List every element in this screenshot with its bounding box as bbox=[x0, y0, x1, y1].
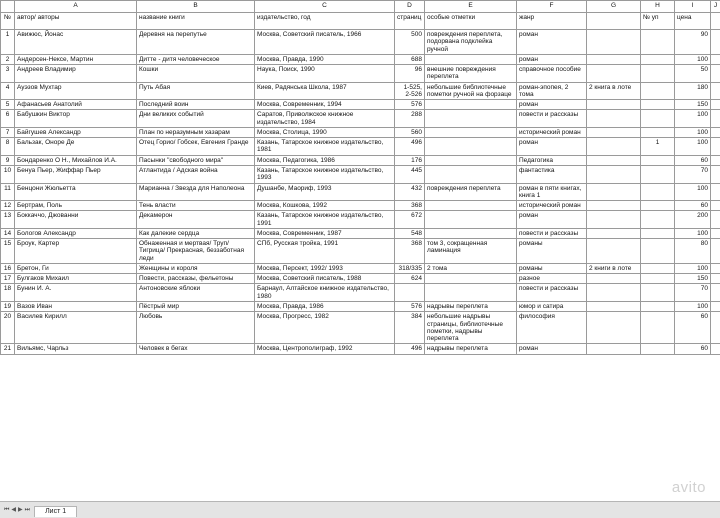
cell-genre[interactable]: юмор и сатира bbox=[517, 301, 587, 311]
col-header-a[interactable]: A bbox=[15, 1, 137, 13]
cell-tail[interactable] bbox=[711, 100, 720, 110]
cell-num[interactable]: 15 bbox=[1, 239, 15, 264]
cell-marks[interactable]: небольшие библиотечные пометки ручной на форзаце bbox=[425, 82, 517, 100]
cell-shelf[interactable] bbox=[641, 30, 675, 55]
cell-tail[interactable] bbox=[711, 274, 720, 284]
cell-genre[interactable]: Педагогика bbox=[517, 155, 587, 165]
header-shelf: № уп bbox=[641, 13, 675, 30]
cell-num[interactable]: 5 bbox=[1, 100, 15, 110]
cell-marks[interactable]: 2 тома bbox=[425, 263, 517, 273]
cell-genre[interactable]: повести и рассказы bbox=[517, 110, 587, 128]
cell-extra[interactable] bbox=[587, 155, 641, 165]
cell-num[interactable]: 4 bbox=[1, 82, 15, 100]
cell-title[interactable]: Дитте - дитя человеческое bbox=[137, 54, 255, 64]
cell-extra[interactable]: 2 книги в лоте bbox=[587, 263, 641, 273]
cell-publisher[interactable]: Москва, Советский писатель, 1988 bbox=[255, 274, 395, 284]
cell-author[interactable]: Бологов Александр bbox=[15, 228, 137, 238]
cell-marks[interactable]: небольшие надрывы страницы, библиотечные пометки, надрывы переплета bbox=[425, 312, 517, 344]
cell-extra[interactable] bbox=[587, 228, 641, 238]
cell-tail[interactable] bbox=[711, 183, 720, 201]
cell-title[interactable]: Декамерон bbox=[137, 211, 255, 229]
cell-price[interactable]: 100 bbox=[675, 183, 711, 201]
cell-marks[interactable] bbox=[425, 110, 517, 128]
cell-extra[interactable] bbox=[587, 127, 641, 137]
cell-pages[interactable]: 318/335 bbox=[395, 263, 425, 273]
cell-genre[interactable]: фантастика bbox=[517, 165, 587, 183]
next-sheet-icon[interactable]: ▶ bbox=[18, 507, 23, 513]
cell-num[interactable]: 2 bbox=[1, 54, 15, 64]
cell-extra[interactable] bbox=[587, 165, 641, 183]
cell-marks[interactable] bbox=[425, 155, 517, 165]
col-header-d[interactable]: D bbox=[395, 1, 425, 13]
cell-title[interactable]: Антоновские яблоки bbox=[137, 284, 255, 302]
cell-marks[interactable]: внешние повреждения переплета bbox=[425, 65, 517, 83]
cell-pages[interactable]: 96 bbox=[395, 65, 425, 83]
cell-shelf[interactable] bbox=[641, 239, 675, 264]
cell-price[interactable]: 80 bbox=[675, 239, 711, 264]
cell-tail[interactable] bbox=[711, 263, 720, 273]
cell-author[interactable]: Боккаччо, Джованни bbox=[15, 211, 137, 229]
cell-publisher[interactable]: Москва, Правда, 1990 bbox=[255, 54, 395, 64]
table-row[interactable] bbox=[1, 165, 720, 183]
cell-num[interactable]: 13 bbox=[1, 211, 15, 229]
cell-price[interactable]: 60 bbox=[675, 155, 711, 165]
cell-author[interactable]: Бондаренко О Н., Михайлов И.А. bbox=[15, 155, 137, 165]
cell-num[interactable]: 9 bbox=[1, 155, 15, 165]
cell-extra[interactable] bbox=[587, 211, 641, 229]
cell-extra[interactable] bbox=[587, 239, 641, 264]
table-row[interactable] bbox=[1, 65, 720, 83]
first-sheet-icon[interactable]: ⏮ bbox=[4, 507, 10, 513]
cell-publisher[interactable]: Москва, Правда, 1986 bbox=[255, 301, 395, 311]
cell-publisher[interactable]: СПб, Русская тройка, 1991 bbox=[255, 239, 395, 264]
cell-tail[interactable] bbox=[711, 82, 720, 100]
cell-title[interactable]: Женщины и короля bbox=[137, 263, 255, 273]
table-row[interactable] bbox=[1, 228, 720, 238]
cell-shelf[interactable] bbox=[641, 65, 675, 83]
cell-shelf[interactable]: 1 bbox=[641, 138, 675, 156]
cell-extra[interactable] bbox=[587, 284, 641, 302]
cell-extra[interactable] bbox=[587, 201, 641, 211]
cell-shelf[interactable] bbox=[641, 344, 675, 354]
table-row[interactable] bbox=[1, 284, 720, 302]
cell-marks[interactable] bbox=[425, 274, 517, 284]
cell-marks[interactable] bbox=[425, 211, 517, 229]
field-header-row bbox=[1, 13, 720, 30]
cell-price[interactable]: 100 bbox=[675, 263, 711, 273]
cell-tail[interactable] bbox=[711, 65, 720, 83]
cell-genre[interactable]: роман bbox=[517, 54, 587, 64]
cell-marks[interactable]: надрывы переплета bbox=[425, 301, 517, 311]
cell-tail[interactable] bbox=[711, 201, 720, 211]
sheet-tab-bar bbox=[0, 501, 720, 518]
cell-marks[interactable]: том 3, сокращенная ламинация bbox=[425, 239, 517, 264]
cell-publisher[interactable]: Барнаул, Алтайское книжное издательство, 1980 bbox=[255, 284, 395, 302]
table-row[interactable] bbox=[1, 110, 720, 128]
cell-genre[interactable]: справочное пособие bbox=[517, 65, 587, 83]
cell-tail[interactable] bbox=[711, 301, 720, 311]
cell-extra[interactable] bbox=[587, 30, 641, 55]
cell-pages[interactable]: 368 bbox=[395, 201, 425, 211]
cell-pages[interactable]: 624 bbox=[395, 274, 425, 284]
cell-title[interactable]: Деревня на перепутье bbox=[137, 30, 255, 55]
cell-author[interactable]: Авижюс, Йонас bbox=[15, 30, 137, 55]
cell-title[interactable]: Как далекие сердца bbox=[137, 228, 255, 238]
col-header-h[interactable]: H bbox=[641, 1, 675, 13]
cell-marks[interactable] bbox=[425, 127, 517, 137]
cell-publisher[interactable]: Москва, Столица, 1990 bbox=[255, 127, 395, 137]
cell-pages[interactable]: 1-525, 2-526 bbox=[395, 82, 425, 100]
cell-marks[interactable] bbox=[425, 54, 517, 64]
cell-tail[interactable] bbox=[711, 127, 720, 137]
cell-marks[interactable]: повреждения переплета bbox=[425, 183, 517, 201]
cell-shelf[interactable] bbox=[641, 284, 675, 302]
cell-author[interactable]: Бенуа Пьер, Жиффар Пьер bbox=[15, 165, 137, 183]
col-header-g[interactable]: G bbox=[587, 1, 641, 13]
cell-genre[interactable]: разное bbox=[517, 274, 587, 284]
cell-pages[interactable]: 445 bbox=[395, 165, 425, 183]
cell-genre[interactable]: романы bbox=[517, 263, 587, 273]
cell-num[interactable]: 17 bbox=[1, 274, 15, 284]
cell-num[interactable]: 16 bbox=[1, 263, 15, 273]
cell-pages[interactable] bbox=[395, 284, 425, 302]
cell-extra[interactable] bbox=[587, 344, 641, 354]
cell-tail[interactable] bbox=[711, 211, 720, 229]
cell-title[interactable]: Пёстрый мир bbox=[137, 301, 255, 311]
cell-author[interactable]: Вильямс, Чарльз bbox=[15, 344, 137, 354]
cell-genre[interactable]: роман в пяти книгах, книга 1 bbox=[517, 183, 587, 201]
last-sheet-icon[interactable]: ⏭ bbox=[24, 507, 31, 513]
cell-extra[interactable] bbox=[587, 312, 641, 344]
cell-marks[interactable]: повреждения переплета, подорвана подклейка ручной bbox=[425, 30, 517, 55]
cell-title[interactable]: Кошки bbox=[137, 65, 255, 83]
cell-pages[interactable]: 500 bbox=[395, 30, 425, 55]
table-row[interactable] bbox=[1, 263, 720, 273]
cell-extra[interactable] bbox=[587, 183, 641, 201]
cell-publisher[interactable]: Саратов, Приволжское книжное издательство, 1984 bbox=[255, 110, 395, 128]
cell-num[interactable]: 20 bbox=[1, 312, 15, 344]
cell-price[interactable]: 60 bbox=[675, 344, 711, 354]
cell-title[interactable]: План по неразумным хазарам bbox=[137, 127, 255, 137]
cell-genre[interactable]: роман-эпопея, 2 тома bbox=[517, 82, 587, 100]
cell-publisher[interactable]: Москва, Современник, 1987 bbox=[255, 228, 395, 238]
cell-title[interactable]: Атлантида / Адская война bbox=[137, 165, 255, 183]
cell-extra[interactable] bbox=[587, 138, 641, 156]
cell-title[interactable]: Отец Горио/ Гобсек, Евгения Гранде bbox=[137, 138, 255, 156]
cell-shelf[interactable] bbox=[641, 201, 675, 211]
cell-tail[interactable] bbox=[711, 155, 720, 165]
cell-price[interactable]: 70 bbox=[675, 284, 711, 302]
cell-genre[interactable]: роман bbox=[517, 30, 587, 55]
cell-genre[interactable]: философия bbox=[517, 312, 587, 344]
cell-tail[interactable] bbox=[711, 54, 720, 64]
table-row[interactable] bbox=[1, 100, 720, 110]
cell-genre[interactable]: роман bbox=[517, 211, 587, 229]
cell-shelf[interactable] bbox=[641, 165, 675, 183]
cell-price[interactable]: 100 bbox=[675, 138, 711, 156]
cell-author[interactable]: Бунин И. А. bbox=[15, 284, 137, 302]
cell-pages[interactable]: 560 bbox=[395, 127, 425, 137]
cell-extra[interactable]: 2 книга в лоте bbox=[587, 82, 641, 100]
cell-num[interactable]: 1 bbox=[1, 30, 15, 55]
cell-author[interactable]: Андреев Владимир bbox=[15, 65, 137, 83]
cell-price[interactable]: 150 bbox=[675, 100, 711, 110]
cell-marks[interactable]: надрывы переплета bbox=[425, 344, 517, 354]
cell-title[interactable]: Повести, рассказы, фельетоны bbox=[137, 274, 255, 284]
cell-shelf[interactable] bbox=[641, 54, 675, 64]
cell-shelf[interactable] bbox=[641, 127, 675, 137]
cell-pages[interactable]: 176 bbox=[395, 155, 425, 165]
table-row[interactable] bbox=[1, 54, 720, 64]
cell-pages[interactable]: 384 bbox=[395, 312, 425, 344]
cell-price[interactable]: 70 bbox=[675, 165, 711, 183]
cell-tail[interactable] bbox=[711, 344, 720, 354]
cell-marks[interactable] bbox=[425, 165, 517, 183]
cell-shelf[interactable] bbox=[641, 155, 675, 165]
table-row[interactable] bbox=[1, 274, 720, 284]
cell-num[interactable]: 21 bbox=[1, 344, 15, 354]
cell-price[interactable]: 100 bbox=[675, 127, 711, 137]
table-row[interactable] bbox=[1, 312, 720, 344]
cell-title[interactable]: Пасынки "свободного мира" bbox=[137, 155, 255, 165]
header-num: № bbox=[1, 13, 15, 30]
cell-tail[interactable] bbox=[711, 228, 720, 238]
col-header-c[interactable]: C bbox=[255, 1, 395, 13]
cell-price[interactable]: 100 bbox=[675, 228, 711, 238]
col-header-e[interactable]: E bbox=[425, 1, 517, 13]
cell-shelf[interactable] bbox=[641, 183, 675, 201]
header-marks: особые отметки bbox=[425, 13, 517, 30]
cell-num[interactable]: 14 bbox=[1, 228, 15, 238]
table-row[interactable] bbox=[1, 138, 720, 156]
cell-num[interactable]: 19 bbox=[1, 301, 15, 311]
cell-price[interactable]: 180 bbox=[675, 82, 711, 100]
header-pages: страниц bbox=[395, 13, 425, 30]
table-row[interactable] bbox=[1, 127, 720, 137]
cell-tail[interactable] bbox=[711, 110, 720, 128]
cell-publisher[interactable]: Москва, Центрополиграф, 1992 bbox=[255, 344, 395, 354]
cell-publisher[interactable]: Москва, Советский писатель, 1966 bbox=[255, 30, 395, 55]
cell-pages[interactable]: 576 bbox=[395, 301, 425, 311]
table-row[interactable] bbox=[1, 30, 720, 55]
header-author: автор/ авторы bbox=[15, 13, 137, 30]
cell-publisher[interactable]: Москва, Педагогика, 1986 bbox=[255, 155, 395, 165]
cell-tail[interactable] bbox=[711, 30, 720, 55]
column-header-row bbox=[1, 1, 720, 13]
cell-genre[interactable]: исторический роман bbox=[517, 127, 587, 137]
cell-shelf[interactable] bbox=[641, 211, 675, 229]
sheet-nav-buttons[interactable] bbox=[0, 507, 34, 513]
cell-pages[interactable]: 368 bbox=[395, 239, 425, 264]
table-row[interactable] bbox=[1, 239, 720, 264]
header-price: цена bbox=[675, 13, 711, 30]
header-publisher: издательство, год bbox=[255, 13, 395, 30]
cell-title[interactable]: Человек в бегах bbox=[137, 344, 255, 354]
cell-publisher[interactable]: Москва, Персект, 1992/ 1993 bbox=[255, 263, 395, 273]
cell-publisher[interactable]: Казань, Татарское книжное издательство, 1993 bbox=[255, 165, 395, 183]
cell-shelf[interactable] bbox=[641, 110, 675, 128]
cell-author[interactable]: Броук, Картер bbox=[15, 239, 137, 264]
avito-watermark bbox=[672, 479, 706, 496]
cell-pages[interactable]: 288 bbox=[395, 110, 425, 128]
cell-tail[interactable] bbox=[711, 239, 720, 264]
cell-marks[interactable] bbox=[425, 228, 517, 238]
table-row[interactable] bbox=[1, 211, 720, 229]
col-header-b[interactable]: B bbox=[137, 1, 255, 13]
cell-marks[interactable] bbox=[425, 284, 517, 302]
cell-genre[interactable]: повести и рассказы bbox=[517, 228, 587, 238]
cell-genre[interactable]: романы bbox=[517, 239, 587, 264]
cell-pages[interactable]: 672 bbox=[395, 211, 425, 229]
prev-sheet-icon[interactable]: ◀ bbox=[11, 507, 17, 513]
cell-shelf[interactable] bbox=[641, 82, 675, 100]
cell-price[interactable]: 150 bbox=[675, 274, 711, 284]
cell-price[interactable]: 100 bbox=[675, 301, 711, 311]
cell-genre[interactable]: исторический роман bbox=[517, 201, 587, 211]
cell-num[interactable]: 10 bbox=[1, 165, 15, 183]
cell-extra[interactable] bbox=[587, 274, 641, 284]
cell-author[interactable]: Ауэзов Мухтар bbox=[15, 82, 137, 100]
cell-shelf[interactable] bbox=[641, 228, 675, 238]
cell-pages[interactable]: 548 bbox=[395, 228, 425, 238]
cell-price[interactable]: 60 bbox=[675, 201, 711, 211]
cell-price[interactable]: 60 bbox=[675, 312, 711, 344]
cell-author[interactable]: Бертрам, Поль bbox=[15, 201, 137, 211]
cell-price[interactable]: 90 bbox=[675, 30, 711, 55]
cell-publisher[interactable]: Киев, Радянська Школа, 1987 bbox=[255, 82, 395, 100]
table-row[interactable] bbox=[1, 301, 720, 311]
cell-title[interactable]: Последний воин bbox=[137, 100, 255, 110]
cell-author[interactable]: Бальзак, Оноре Де bbox=[15, 138, 137, 156]
header-genre: жанр bbox=[517, 13, 587, 30]
cell-publisher[interactable]: Москва, Прогресс, 1982 bbox=[255, 312, 395, 344]
cell-title[interactable]: Марианна / Звезда для Наполеона bbox=[137, 183, 255, 201]
col-header-i[interactable]: I bbox=[675, 1, 711, 13]
cell-pages[interactable]: 432 bbox=[395, 183, 425, 201]
table-row[interactable] bbox=[1, 82, 720, 100]
cell-num[interactable]: 12 bbox=[1, 201, 15, 211]
cell-author[interactable]: Вазов Иван bbox=[15, 301, 137, 311]
cell-publisher[interactable]: Душанбе, Маориф, 1993 bbox=[255, 183, 395, 201]
cell-num[interactable]: 7 bbox=[1, 127, 15, 137]
cell-pages[interactable]: 496 bbox=[395, 138, 425, 156]
cell-marks[interactable] bbox=[425, 138, 517, 156]
cell-author[interactable]: Андерсен-Нексе, Мартин bbox=[15, 54, 137, 64]
cell-author[interactable]: Байгушев Александр bbox=[15, 127, 137, 137]
cell-publisher[interactable]: Москва, Современник, 1994 bbox=[255, 100, 395, 110]
cell-publisher[interactable]: Казань, Татарское книжное издательство, 1991 bbox=[255, 211, 395, 229]
cell-genre[interactable]: роман bbox=[517, 100, 587, 110]
cell-author[interactable]: Бретон, Ги bbox=[15, 263, 137, 273]
cell-publisher[interactable]: Казань, Татарское книжное издательство, 1981 bbox=[255, 138, 395, 156]
cell-num[interactable]: 3 bbox=[1, 65, 15, 83]
cell-publisher[interactable]: Москва, Кошкова, 1992 bbox=[255, 201, 395, 211]
cell-tail[interactable] bbox=[711, 312, 720, 344]
col-header-rownum[interactable] bbox=[1, 1, 15, 13]
sheet-tab-list1[interactable]: Лист 1 bbox=[34, 506, 77, 517]
cell-title[interactable]: Тень власти bbox=[137, 201, 255, 211]
cell-price[interactable]: 50 bbox=[675, 65, 711, 83]
cell-price[interactable]: 100 bbox=[675, 110, 711, 128]
cell-extra[interactable] bbox=[587, 110, 641, 128]
cell-author[interactable]: Булгаков Михаил bbox=[15, 274, 137, 284]
cell-title[interactable]: Дни великих событий bbox=[137, 110, 255, 128]
table-row[interactable] bbox=[1, 201, 720, 211]
cell-pages[interactable]: 496 bbox=[395, 344, 425, 354]
cell-num[interactable]: 18 bbox=[1, 284, 15, 302]
cell-title[interactable]: Обнаженная и мертвая/ Труп/ Тигрица/ Прекрасная, беззаботная леди bbox=[137, 239, 255, 264]
cell-extra[interactable] bbox=[587, 54, 641, 64]
cell-marks[interactable] bbox=[425, 201, 517, 211]
cell-shelf[interactable] bbox=[641, 274, 675, 284]
cell-author[interactable]: Василев Кирилл bbox=[15, 312, 137, 344]
cell-author[interactable]: Бабушкин Виктор bbox=[15, 110, 137, 128]
cell-tail[interactable] bbox=[711, 284, 720, 302]
col-header-j[interactable]: J bbox=[711, 1, 720, 13]
cell-publisher[interactable]: Наука, Поиск, 1990 bbox=[255, 65, 395, 83]
cell-tail[interactable] bbox=[711, 138, 720, 156]
cell-genre[interactable]: роман bbox=[517, 344, 587, 354]
cell-title[interactable]: Путь Абая bbox=[137, 82, 255, 100]
cell-title[interactable]: Любовь bbox=[137, 312, 255, 344]
cell-shelf[interactable] bbox=[641, 301, 675, 311]
table-row[interactable] bbox=[1, 155, 720, 165]
col-header-f[interactable]: F bbox=[517, 1, 587, 13]
cell-shelf[interactable] bbox=[641, 100, 675, 110]
cell-author[interactable]: Афанасьев Анатолий bbox=[15, 100, 137, 110]
table-row[interactable] bbox=[1, 183, 720, 201]
cell-price[interactable]: 100 bbox=[675, 54, 711, 64]
cell-extra[interactable] bbox=[587, 100, 641, 110]
cell-num[interactable]: 6 bbox=[1, 110, 15, 128]
cell-price[interactable]: 200 bbox=[675, 211, 711, 229]
cell-num[interactable]: 8 bbox=[1, 138, 15, 156]
cell-genre[interactable]: роман bbox=[517, 138, 587, 156]
cell-pages[interactable]: 576 bbox=[395, 100, 425, 110]
header-tail bbox=[711, 13, 720, 30]
cell-num[interactable]: 11 bbox=[1, 183, 15, 201]
table-row[interactable] bbox=[1, 344, 720, 354]
header-extra bbox=[587, 13, 641, 30]
cell-genre[interactable]: повести и рассказы bbox=[517, 284, 587, 302]
cell-author[interactable]: Бенцони Жюльетта bbox=[15, 183, 137, 201]
cell-extra[interactable] bbox=[587, 65, 641, 83]
header-title: название книги bbox=[137, 13, 255, 30]
cell-extra[interactable] bbox=[587, 301, 641, 311]
cell-pages[interactable]: 688 bbox=[395, 54, 425, 64]
cell-marks[interactable] bbox=[425, 100, 517, 110]
watermark-text: avito bbox=[671, 479, 706, 496]
cell-tail[interactable] bbox=[711, 165, 720, 183]
cell-shelf[interactable] bbox=[641, 263, 675, 273]
cell-shelf[interactable] bbox=[641, 312, 675, 344]
